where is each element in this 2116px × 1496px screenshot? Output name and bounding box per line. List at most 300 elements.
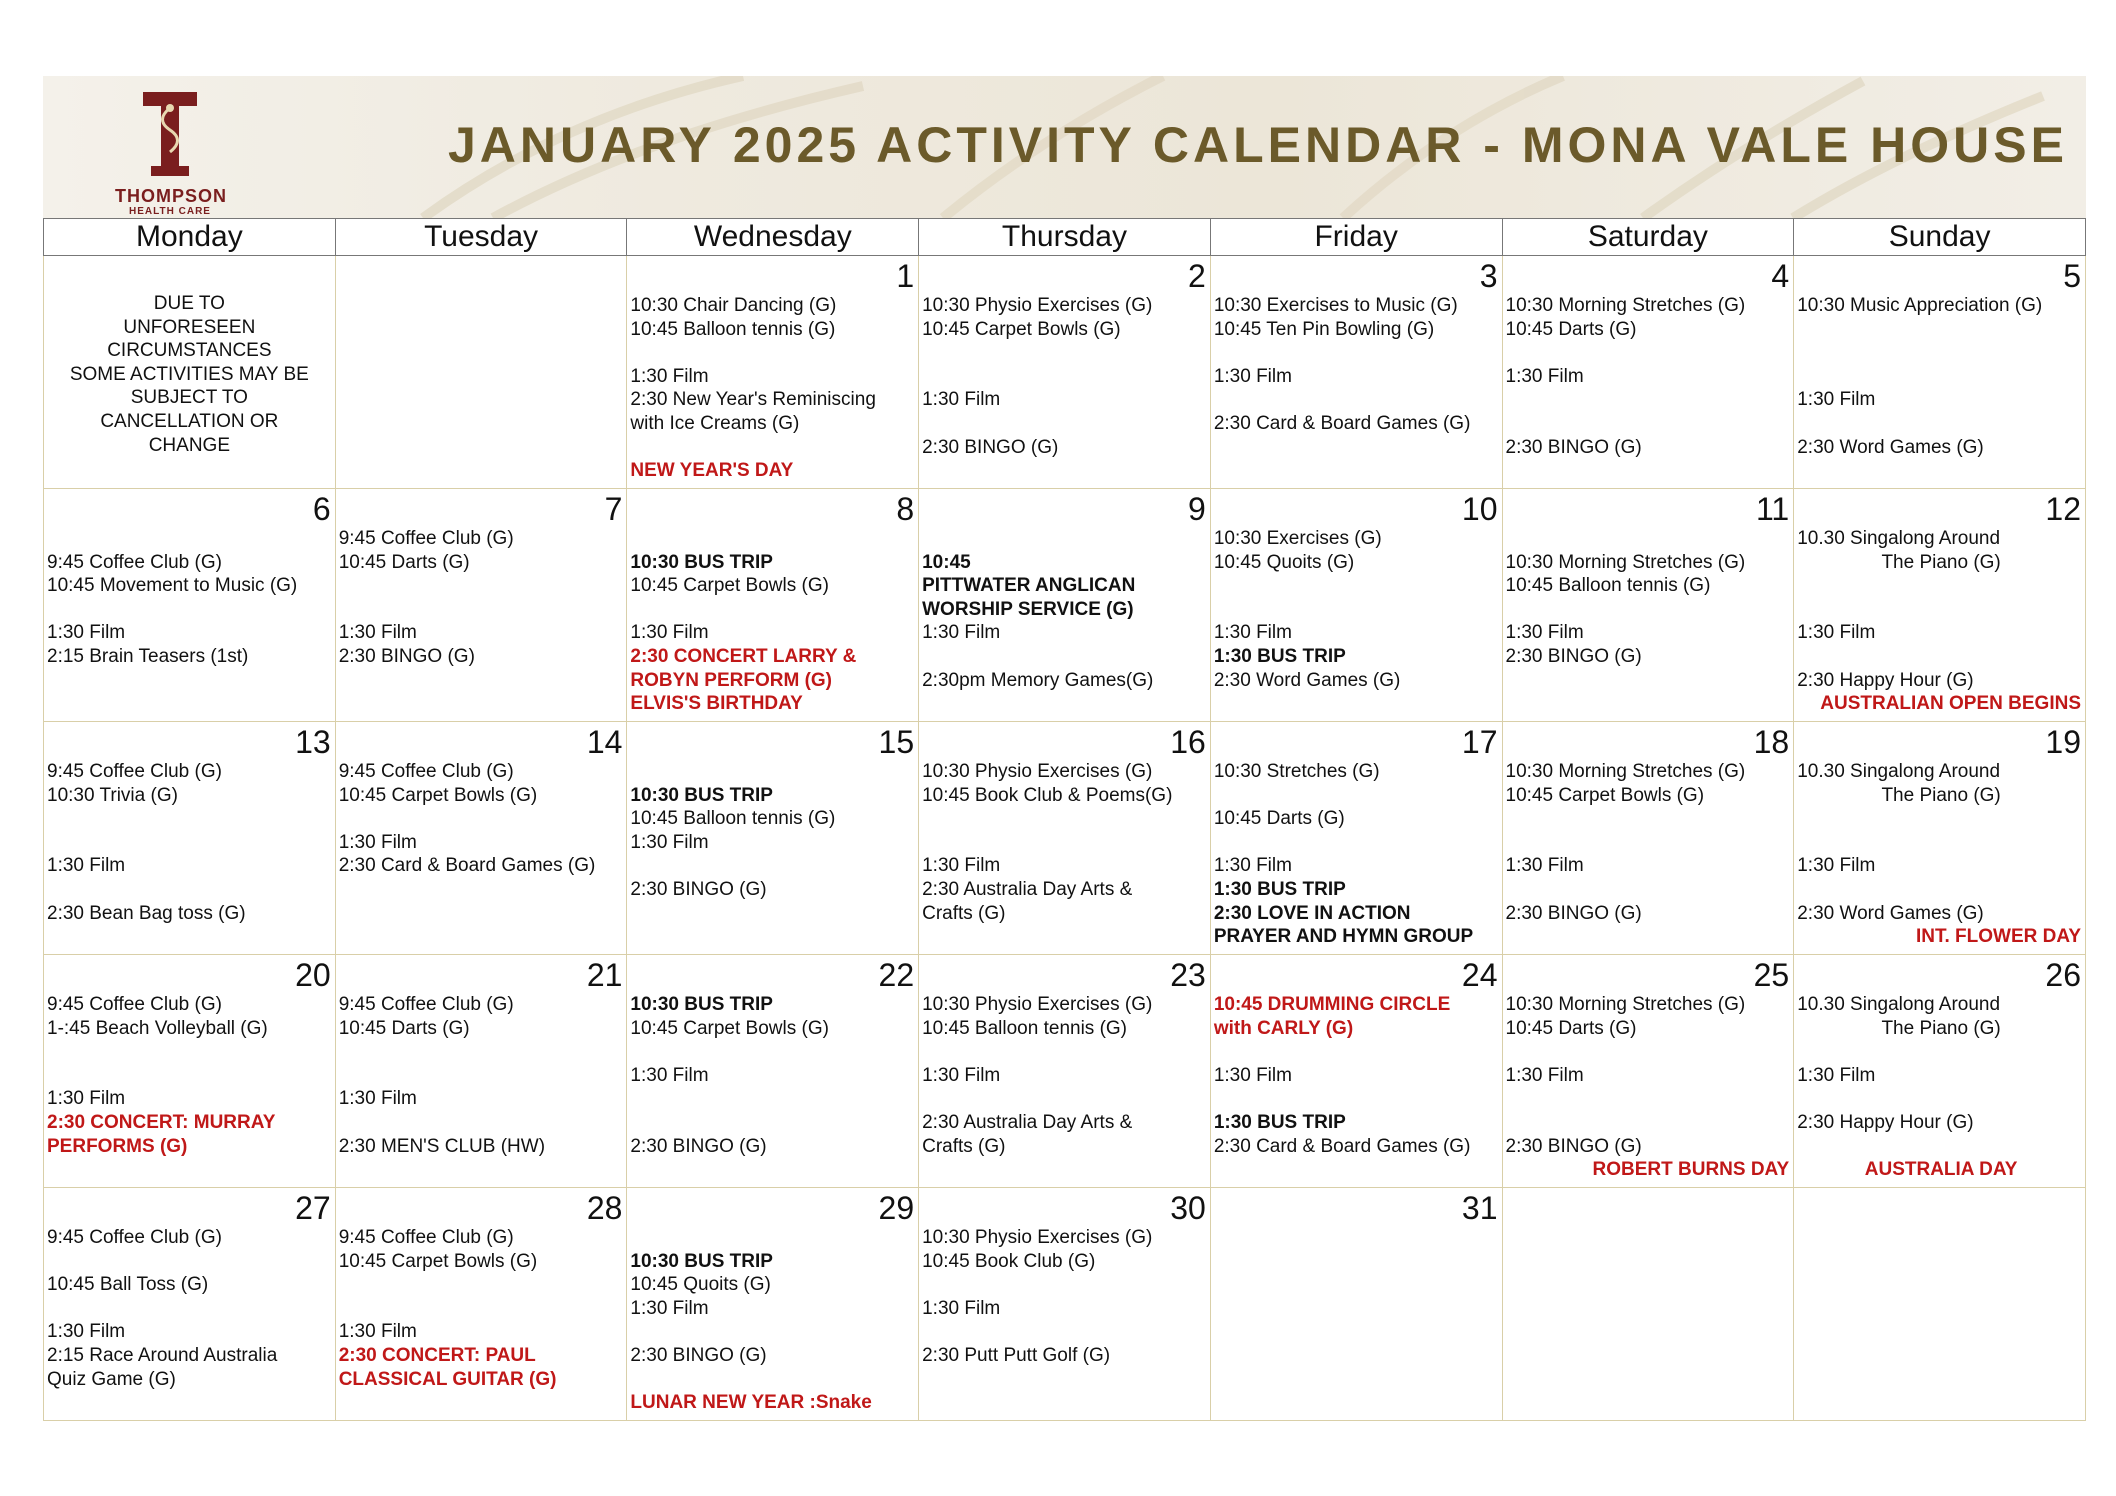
activity-list [44,993,335,1158]
activity-item: 10:45 Balloon tennis (G) [630,808,836,830]
weekday-header-tuesday: Tuesday [335,219,627,256]
weekday-header-thursday: Thursday [919,219,1211,256]
day-number: 26 [2045,957,2081,993]
activity-item: 10:30 Physio Exercises (G) [922,994,1153,1015]
day-number: 23 [1170,957,1206,993]
activity-item: The Piano (G) [1881,551,2001,573]
activity-list [44,760,335,925]
activity-item [630,854,918,878]
activity-item [1797,318,2085,342]
day-cell [44,722,336,955]
day-number: 24 [1461,957,1498,993]
day-number [1794,1188,2085,1226]
activity-item [1506,1111,1794,1135]
logo-subtitle: HEALTH CARE [129,206,211,217]
day-number: 15 [878,724,915,760]
activity-item [1506,527,1794,551]
activity-item [630,1040,918,1064]
day-cell [335,256,627,489]
activity-item [1797,807,2085,831]
activity-item: 1:30 Film [1213,365,1292,387]
calendar-week-row [44,722,2086,955]
activity-item: The Piano (G) [1881,784,2001,806]
activity-item: 1:30 Film [630,365,709,387]
activity-item [47,831,335,855]
activity-list [44,527,335,669]
activity-item: 1:30 Film [922,1297,1001,1319]
activity-item: 10:45 Book Club (G) [922,1250,1096,1272]
activity-item [922,807,1210,831]
special-event: NEW YEAR'S DAY [630,460,794,482]
activity-item [1506,598,1794,622]
activity-item: 10:45 Quoits (G) [630,1274,771,1296]
weekday-header-sunday: Sunday [1794,219,2086,256]
activity-item: 10:30 Music Appreciation (G) [1797,295,2043,316]
day-number: 13 [295,724,331,760]
activity-list [627,294,918,483]
weekday-header-row [44,219,2086,256]
activity-item [1797,1040,2085,1064]
activity-item: 1:30 Film [1505,1064,1584,1086]
activity-item: 1:30 Film [630,622,709,644]
activity-item [630,527,918,551]
activity-item: 9:45 Coffee Club (G) [47,761,222,782]
activity-item: 1:30 Film [1797,622,1876,644]
activity-item: 10:45 Ball Toss (G) [47,1274,209,1296]
day-number: 25 [1753,957,1790,993]
activity-item [1214,1040,1502,1064]
activity-item: 2:30 BINGO (G) [1505,902,1642,924]
day-cell [1502,1188,1794,1421]
activity-item: PITTWATER ANGLICAN [922,575,1136,597]
activity-item [1797,341,2085,365]
activity-item [1214,831,1502,855]
activity-item: 1:30 Film [47,855,126,877]
day-number: 19 [2045,724,2081,760]
activity-item: 2:30 BINGO (G) [630,1135,767,1157]
notice-line: CANCELLATION OR [100,410,279,432]
activity-item: 2:15 Brain Teasers (1st) [47,645,249,667]
activity-item: 2:30 BINGO (G) [338,645,475,667]
activity-item: 10:45 [922,551,971,573]
notice-line: UNFORESEEN [123,316,256,338]
activity-item: 2:30 Card & Board Games (G) [1213,412,1471,434]
day-cell [44,256,336,489]
day-cell [335,489,627,722]
activity-item: 2:30 Card & Board Games (G) [1213,1135,1471,1157]
day-number: 20 [295,957,331,993]
activity-item [922,1320,1210,1344]
activity-item: 2:30 BINGO (G) [1505,645,1642,667]
activity-item: Crafts (G) [922,1135,1006,1157]
activity-list [336,760,627,878]
special-event: ROBERT BURNS DAY [1592,1159,1790,1181]
activity-item [1506,341,1794,365]
activity-item: 2:30 Bean Bag toss (G) [47,902,246,924]
day-cell [627,955,919,1188]
day-cell [1210,1188,1502,1421]
activity-item: 10.30 Singalong Around [1797,994,2001,1015]
day-number: 11 [1756,491,1790,527]
activity-item: 2:30 BINGO (G) [630,878,767,900]
day-number: 1 [896,258,915,294]
day-number: 3 [1479,258,1498,294]
activity-item [47,527,335,551]
activity-item [630,436,918,460]
day-cell [1794,955,2086,1188]
activity-item: 9:45 Coffee Club (G) [47,551,222,573]
day-cell [44,1188,336,1421]
activity-item: 10:45 Balloon tennis (G) [630,318,836,340]
activity-item [1214,388,1502,412]
activity-item: 1:30 Film [1797,389,1876,411]
activity-item: 1:30 Film [1797,855,1876,877]
activity-item [1797,645,2085,669]
activity-item: 10:30 Physio Exercises (G) [922,1227,1153,1248]
activity-item: The Piano (G) [1881,1017,2001,1039]
activity-item: 10:45 Darts (G) [338,551,470,573]
activity-item: 10:30 BUS TRIP [630,994,773,1015]
activity-item: 10:30 Morning Stretches (G) [1505,551,1746,573]
activity-item [1506,831,1794,855]
activity-item: 1:30 Film [630,1064,709,1086]
weekday-header-saturday: Saturday [1502,219,1794,256]
special-event: CLASSICAL GUITAR (G) [338,1368,557,1390]
activity-item: 10:45 Darts (G) [1213,808,1345,830]
activity-item: 2:30 BINGO (G) [922,436,1059,458]
day-cell [1210,955,1502,1188]
activity-item [339,574,627,598]
activity-item: 9:45 Coffee Club (G) [338,994,514,1015]
activity-item: 10:30 Physio Exercises (G) [922,761,1153,782]
activity-item: 2:30pm Memory Games(G) [922,669,1154,691]
activity-item [339,598,627,622]
day-cell [627,1188,919,1421]
activity-item: 2:30 Word Games (G) [1797,902,1984,924]
calendar-week-row [44,1188,2086,1421]
activity-item [1214,341,1502,365]
activity-item: 10:45 Carpet Bowls (G) [1505,784,1705,806]
day-number: 12 [2045,491,2081,527]
weekday-header-monday: Monday [44,219,336,256]
day-cell [1502,955,1794,1188]
activity-item: 9:45 Coffee Club (G) [47,994,222,1015]
activity-item: 1:30 Film [338,831,417,853]
activity-item: 10:30 BUS TRIP [630,784,773,806]
activity-item: 9:45 Coffee Club (G) [338,528,514,549]
activity-item [339,1273,627,1297]
day-number: 28 [586,1190,623,1226]
activity-item [1506,1040,1794,1064]
activity-item [630,598,918,622]
activity-item [1214,598,1502,622]
activity-item: 1:30 Film [47,1321,126,1343]
day-cell [919,955,1211,1188]
day-number: 14 [586,724,623,760]
activity-item: 2:30 BINGO (G) [1505,436,1642,458]
activity-list [1794,527,2085,716]
calendar-week-row [44,256,2086,489]
day-number: 21 [586,957,623,993]
activity-item: 10.30 Singalong Around [1797,528,2001,549]
activity-list [336,993,627,1158]
activity-item [922,1273,1210,1297]
activity-item: 10:30 Trivia (G) [47,784,178,806]
activity-list [1794,993,2085,1182]
notice-line: SUBJECT TO [130,387,248,409]
day-cell [919,722,1211,955]
activity-item [630,760,918,784]
day-number: 4 [1771,258,1790,294]
activity-item: Crafts (G) [922,902,1006,924]
day-cell [1210,489,1502,722]
special-event: PERFORMS (G) [47,1135,188,1157]
activity-item: 10:30 Physio Exercises (G) [922,295,1153,316]
activity-item: Quiz Game (G) [47,1368,176,1390]
activity-list [627,1226,918,1415]
day-number [1503,1188,1794,1226]
activity-calendar [43,218,2086,1421]
day-number: 7 [604,491,623,527]
activity-item: 2:30 Putt Putt Golf (G) [922,1344,1111,1366]
activity-item: 1:30 Film [1505,622,1584,644]
day-cell [1210,722,1502,955]
activity-item [1797,1135,2085,1159]
calendar-week-row [44,955,2086,1188]
special-event: with CARLY (G) [1213,1017,1354,1039]
activity-list [627,527,918,716]
special-event: INT. FLOWER DAY [1915,926,2081,948]
activity-item: 2:30 Australia Day Arts & [922,1111,1133,1133]
activity-item: 10:30 Morning Stretches (G) [1505,761,1746,782]
activity-item [630,341,918,365]
activity-item [339,1064,627,1088]
day-cell [1794,489,2086,722]
special-event: LUNAR NEW YEAR :Snake [630,1392,872,1414]
calendar-week-row [44,489,2086,722]
activity-item: WORSHIP SERVICE (G) [922,598,1134,620]
activity-item: 1:30 Film [1213,1064,1292,1086]
activity-list [1503,527,1794,669]
day-number [336,256,627,294]
thompson-logo [115,90,228,217]
activity-item [1797,831,2085,855]
activity-item [922,831,1210,855]
activity-item [630,1226,918,1250]
activity-item [922,341,1210,365]
activity-list [1794,294,2085,459]
activity-item: 2:30 Word Games (G) [1213,669,1401,691]
activity-item [1797,598,2085,622]
activity-item: 10:30 BUS TRIP [630,1250,773,1272]
day-cell [919,256,1211,489]
activity-item: 10:45 Carpet Bowls (G) [338,1250,538,1272]
activity-list [1503,993,1794,1182]
activity-list [919,527,1210,692]
activity-item: 1:30 Film [1505,365,1584,387]
activity-item: 1-:45 Beach Volleyball (G) [47,1017,268,1039]
activity-item [47,1297,335,1321]
activity-item: 1:30 Film [922,389,1001,411]
activity-item: 2:30 Happy Hour (G) [1797,1111,1974,1133]
activity-item [47,1064,335,1088]
notice-line: CHANGE [148,434,230,456]
activity-item [1506,388,1794,412]
special-event: ELVIS'S BIRTHDAY [630,693,803,715]
activity-item: 10:30 Chair Dancing (G) [630,295,837,316]
activity-item: 2:30 New Year's Reminiscing [630,389,876,411]
day-number: 10 [1461,491,1498,527]
activity-item [922,1040,1210,1064]
activity-item [630,1320,918,1344]
activity-item [630,1087,918,1111]
activity-item: 10:45 Carpet Bowls (G) [338,784,538,806]
activity-item: 2:30 Happy Hour (G) [1797,669,1974,691]
activity-item: 10:30 Morning Stretches (G) [1505,994,1746,1015]
day-number: 30 [1170,1190,1206,1226]
day-cell [627,256,919,489]
activity-item: 2:30 LOVE IN ACTION [1213,902,1411,924]
activity-item: 1:30 Film [338,1321,417,1343]
day-number: 16 [1170,724,1206,760]
activity-item [47,1250,335,1274]
activity-item: 1:30 Film [338,1088,417,1110]
activity-list [919,760,1210,925]
activity-item: 10:45 Darts (G) [338,1017,470,1039]
activity-item [1506,807,1794,831]
activity-item [922,645,1210,669]
activity-list [627,993,918,1158]
activity-item [1797,1087,2085,1111]
activity-item [339,1297,627,1321]
special-event: 2:30 CONCERT: PAUL [338,1344,536,1366]
activity-list [1794,760,2085,949]
day-cell [1794,1188,2086,1421]
activity-item: 1:30 BUS TRIP [1213,878,1346,900]
activity-item [47,598,335,622]
activity-item [630,1368,918,1392]
activity-list [44,1226,335,1391]
day-cell [1794,256,2086,489]
activity-item [47,1040,335,1064]
activity-item: 2:30 BINGO (G) [630,1344,767,1366]
special-event: AUSTRALIA DAY [1864,1159,2018,1181]
notice-line: SOME ACTIVITIES MAY BE [69,363,309,385]
activity-item: 2:15 Race Around Australia [47,1344,278,1366]
day-cell [919,1188,1211,1421]
day-number: 8 [896,491,915,527]
activity-item [339,1111,627,1135]
activity-item: 1:30 Film [47,622,126,644]
activity-item: 10:30 Exercises (G) [1213,528,1382,549]
activity-item: 1:30 Film [338,622,417,644]
notice-line: DUE TO [153,293,225,314]
activity-item [1214,784,1502,808]
day-cell [919,489,1211,722]
activity-item: 1:30 Film [1505,855,1584,877]
activity-list [919,993,1210,1158]
activity-item [1214,1087,1502,1111]
weekday-header-friday: Friday [1210,219,1502,256]
activity-item: 10:45 Quoits (G) [1213,551,1355,573]
activity-item: 1:30 Film [922,1064,1001,1086]
activity-item: 10:45 Book Club & Poems(G) [922,784,1173,806]
activity-item: 10:30 Morning Stretches (G) [1505,295,1746,316]
page-title: JANUARY 2025 ACTIVITY CALENDAR - MONA VALE HOUSE [448,117,2068,173]
day-cell [335,722,627,955]
activity-item [339,1040,627,1064]
activity-item: 1:30 Film [1213,622,1292,644]
activity-item [1797,365,2085,389]
activity-item [1797,574,2085,598]
day-number: 22 [878,957,915,993]
activity-item [1506,412,1794,436]
activity-item: 10:30 BUS TRIP [630,551,773,573]
day-number: 31 [1461,1190,1498,1226]
activity-item: 1:30 BUS TRIP [1213,645,1346,667]
activity-item: 1:30 Film [630,831,709,853]
activity-item [922,412,1210,436]
activity-item: 1:30 Film [922,855,1001,877]
activity-item: 10:45 Ten Pin Bowling (G) [1213,318,1435,340]
activity-item: 10:45 Balloon tennis (G) [922,1017,1128,1039]
activity-item [1506,1087,1794,1111]
special-event: 10:45 DRUMMING CIRCLE [1213,994,1451,1015]
activity-item [922,527,1210,551]
day-cell [627,489,919,722]
day-number: 2 [1188,258,1206,294]
activity-item: 1:30 Film [630,1297,709,1319]
activity-item: 10:45 Balloon tennis (G) [1505,575,1711,597]
activity-item [1797,412,2085,436]
activity-list [1211,527,1502,692]
activity-item: 2:30 Word Games (G) [1797,436,1984,458]
activity-item: 2:30 BINGO (G) [1505,1135,1642,1157]
activity-list [627,760,918,902]
activity-item [47,878,335,902]
calendar-header [43,76,2086,218]
activity-item [47,807,335,831]
activity-item [1214,574,1502,598]
activity-item: 9:45 Coffee Club (G) [47,1227,222,1248]
activity-list [1503,760,1794,925]
activity-item [1797,878,2085,902]
activity-list [336,1226,627,1391]
activity-item: 1:30 Film [1797,1064,1876,1086]
activity-item: 10:45 Movement to Music (G) [47,575,298,597]
activity-list [1211,760,1502,949]
day-cell [1502,722,1794,955]
logo-wordmark: THOMPSON [115,186,228,206]
day-cell [1502,489,1794,722]
activity-item: 1:30 BUS TRIP [1213,1111,1346,1133]
activity-list [336,527,627,669]
day-number: 5 [2063,258,2081,294]
activity-item: 1:30 Film [1213,855,1292,877]
activity-list [1211,294,1502,436]
activity-item: 1:30 Film [922,622,1001,644]
special-event: 2:30 CONCERT LARRY & [630,645,857,667]
activity-item: 10:45 Carpet Bowls (G) [922,318,1121,340]
activity-item: 10.30 Singalong Around [1797,761,2001,782]
activity-item: PRAYER AND HYMN GROUP [1213,926,1474,948]
day-cell [44,489,336,722]
day-number: 6 [312,491,331,527]
activity-item: 9:45 Coffee Club (G) [338,1227,514,1248]
day-cell [335,1188,627,1421]
activity-list [1503,294,1794,459]
activity-item: 2:30 MEN'S CLUB (HW) [338,1135,546,1157]
